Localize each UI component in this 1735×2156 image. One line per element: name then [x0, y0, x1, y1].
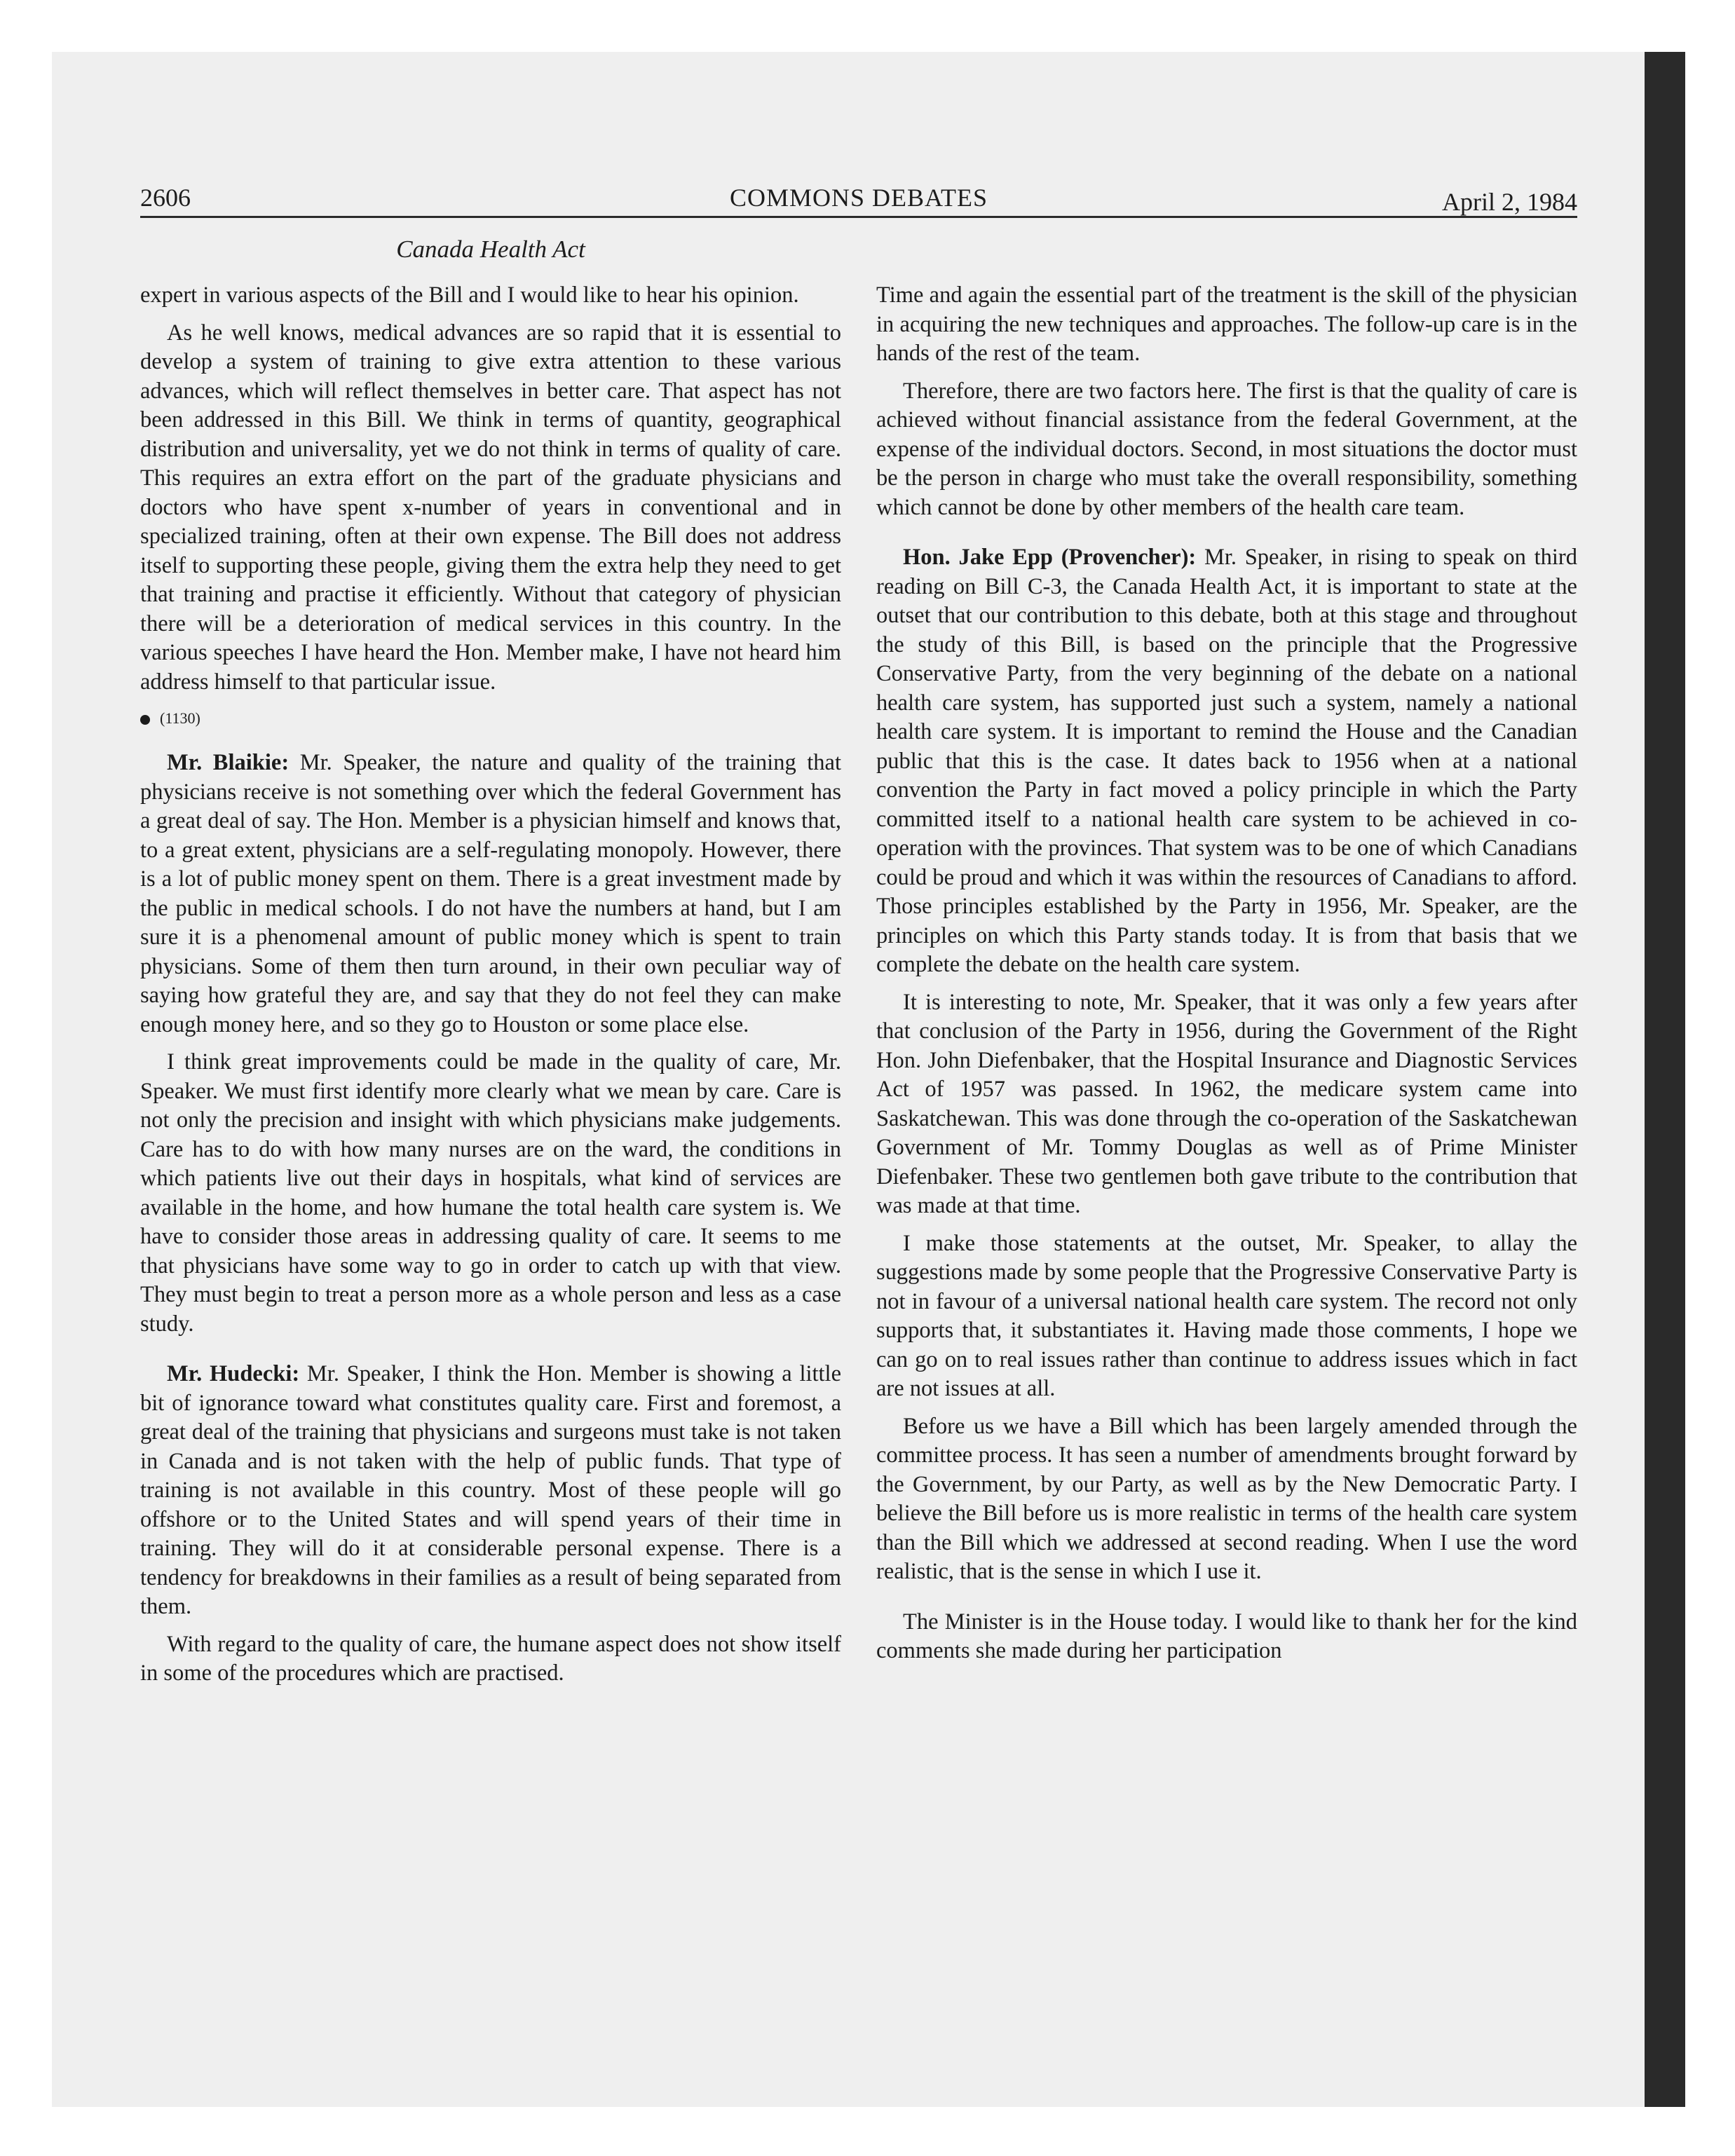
speech-text: Mr. Speaker, in rising to speak on third reading on Bill C-3, the Canada Health Act, it is important to state at the outset that our contribution to this debate, both at this stage and throughout the study of this Bill, is based on the principle that the Progressive Conservative Party, from the very beginning of the debate on a national health care system, has supported just such a system, namely a national health care system. It is important to remind the House and the Canadian public that this is the case. It dates back to 1956 when at a national convention the Party in fact moved a policy principle in which the Party committed itself to a national health care system to be achieved in co-operation with the provinces. That system was to be one of which Canadians could be proud and which it was within the resources of Canadians to afford. Those principles established by the Party in 1956, Mr. Speaker, are the principles on which this Party stands today. It is from that basis that we complete the debate on the health care system. [876, 545, 1577, 977]
paragraph: With regard to the quality of care, the humane aspect does not show itself in some of the procedures which are practised. [140, 1631, 841, 1686]
running-header [140, 179, 1577, 218]
publication-title: COMMONS DEBATES [729, 184, 988, 212]
speech-text: Mr. Speaker, the nature and quality of the training that physicians receive is not something over which the federal Government has a great deal of say. The Hon. Member is a physician himself and knows that, to a great extent, physicians are a self-regulating monopoly. However, there is a lot of public money spent on them. There is a great investment made by the public in medical schools. I do not have the numbers at hand, but I am sure it is a phenomenal amount of public money which is spent to train physicians. Some of them then turn around, in their own peculiar way of saying how grateful they are, and say that they do not feel they can make enough money here, and so they go to Houston or some place else. [140, 750, 841, 1037]
paragraph: Before us we have a Bill which has been largely amended through the committee process. It has seen a number of amendments brought forward by the Government, by our Party, as well as by the New Democratic Party. I believe the Bill before us is more realistic in terms of the health care system than the Bill which we addressed at second reading. When I use the word realistic, that is the sense in which I use it. [876, 1413, 1577, 1584]
speaker-name: Mr. Hudecki: [167, 1361, 300, 1386]
left-column [140, 281, 841, 1697]
time-marker-text: (1130) [160, 709, 200, 727]
paragraph: It is interesting to note, Mr. Speaker, that it was only a few years after that conclusion of the Party in 1956, during the Government of the Right Hon. John Diefenbaker, that the Hospital Insurance and Diagnostic Services Act of 1957 was passed. In 1962, the medicare system came into Saskatchewan. This was done through the co-operation of the Saskatchewan Government of Mr. Tommy Douglas as well as of Prime Minister Diefenbaker. These two gentlemen both gave tribute to the contribution that was made at that time. [876, 989, 1577, 1218]
speech-text: Mr. Speaker, I think the Hon. Member is showing a little bit of ignorance toward what constitutes quality care. First and foremost, a great deal of the training that physicians and surgeons must take is not taken in Canada and is not taken with the help of public funds. That type of training is not available in this country. Most of these people will go offshore or to the United States and will spend years of their time in training. They will do it at considerable personal expense. There is a tendency for breakdowns in their families as a result of being separated from them. [140, 1361, 842, 1619]
section-title: Canada Health Act [396, 236, 585, 263]
speech-paragraph [140, 1360, 841, 1622]
time-marker [140, 708, 841, 729]
page-number: 2606 [140, 184, 191, 212]
bullet-icon [140, 715, 150, 725]
paragraph: The Minister is in the House today. I would like to thank her for the kind comments she made during her participation [876, 1609, 1577, 1663]
paragraph: expert in various aspects of the Bill and I would like to hear his opinion. [140, 282, 799, 308]
paragraph: Therefore, there are two factors here. The first is that the quality of care is achieved without financial assistance from the federal Government, at the expense of the individual doctors. Second, in most situations the doctor must be the person in charge who must take the overall responsibility, something which cannot be done by other members of the health care team. [876, 378, 1577, 520]
page-content [140, 179, 1577, 2030]
paragraph: As he well knows, medical advances are so rapid that it is essential to develop a system of training to give extra attention to these various advances, which will reflect themselves in better care. That aspect has not been addressed in this Bill. We think in terms of quantity, geographical distribution and universality, yet we do not think in terms of quality of care. This requires an extra effort on the part of the graduate physicians and doctors who have spent x-number of years in conventional and in specialized training, often at their own expense. The Bill does not address itself to supporting these people, giving them the extra help they need to get that training and practise it efficiently. Without that category of physician there will be a deterioration of medical services in this country. In the various speeches I have heard the Hon. Member make, I have not heard him address himself to that particular issue. [140, 320, 841, 695]
scan-edge-shadow [1645, 52, 1685, 2107]
speech-paragraph [140, 749, 841, 1039]
paragraph: I think great improvements could be made in the quality of care, Mr. Speaker. We must first identify more clearly what we mean by care. Care is not only the precision and insight with which physicians make judgements. Care has to do with how many nurses are on the ward, the conditions in which patients live out their days in hospitals, what kind of services are available in the home, and how humane the total health care system is. We have to consider those areas in addressing quality of care. It seems to me that physicians have some way to go in order to catch up with that view. They must begin to treat a person more as a whole person and less as a case study. [140, 1049, 841, 1337]
right-column [876, 281, 1577, 1674]
paragraph: I make those statements at the outset, Mr. Speaker, to allay the suggestions made by some people that the Progressive Conservative Party is not in favour of a universal national health care system. The record not only supports that, it substantiates it. Having made those comments, I hope we can go on to real issues rather than continue to address issues which in fact are not issues at all. [876, 1230, 1577, 1401]
scanned-page [52, 52, 1685, 2107]
issue-date: April 2, 1984 [1442, 188, 1577, 216]
speaker-name: Mr. Blaikie: [167, 750, 290, 775]
speech-paragraph [876, 543, 1577, 980]
paragraph: Time and again the essential part of the treatment is the skill of the physician in acquiring the new techniques and approaches. The follow-up care is in the hands of the rest of the team. [876, 282, 1577, 366]
speaker-name: Hon. Jake Epp (Provencher): [903, 545, 1197, 570]
